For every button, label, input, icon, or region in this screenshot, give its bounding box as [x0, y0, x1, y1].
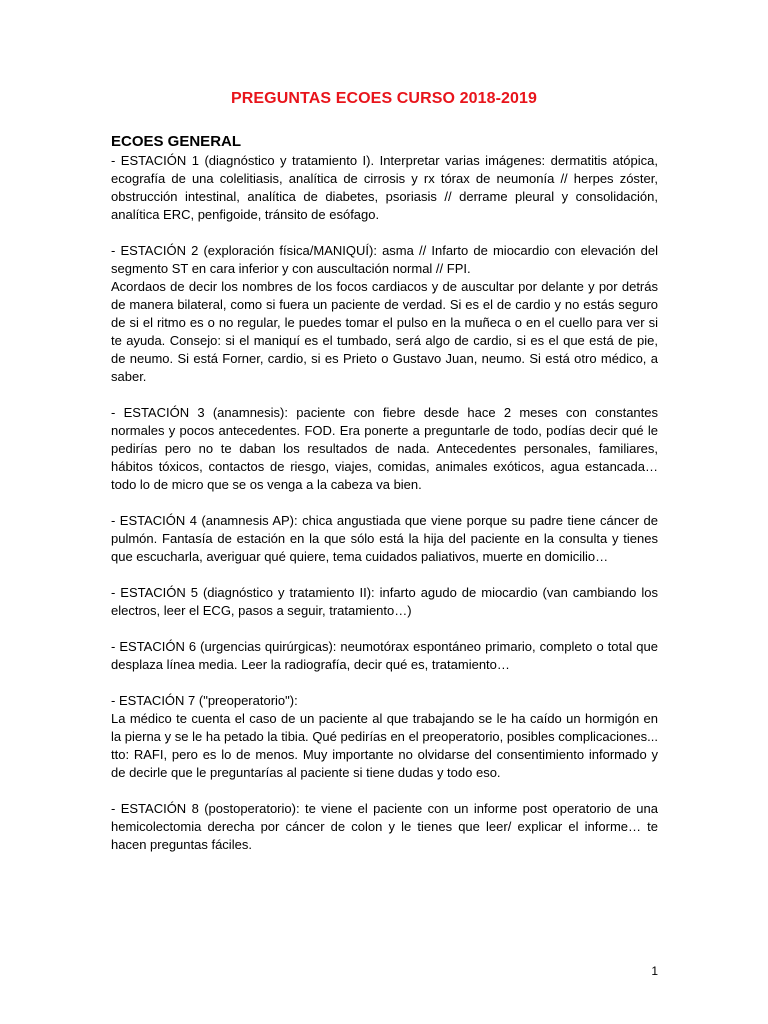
paragraph-estacion-4 [111, 512, 658, 566]
section-heading: ECOES GENERAL [111, 133, 242, 150]
paragraph-line: - ESTACIÓN 4 (anamnesis AP): chica angustiada que viene porque su padre tiene cáncer de pulmón. Fantasía de estación en la que sólo está la hija del paciente en la consulta y tienes que escucharla, averiguar qué quiere, tema cuidados paliativos, muerte en domicilio… [111, 513, 658, 564]
paragraph-line: - ESTACIÓN 5 (diagnóstico y tratamiento II): infarto agudo de miocardio (van cambiando los electros, leer el ECG, pasos a seguir, tratamiento…) [111, 585, 658, 618]
paragraph-estacion-6 [111, 638, 658, 674]
paragraph-line: - ESTACIÓN 1 (diagnóstico y tratamiento I). Interpretar varias imágenes: dermatitis atópica, ecografía de una colelitiasis, analítica de cirrosis y rx tórax de neumonía // herpes zóster, obstrucción intestinal, analítica de diabetes, psoriasis // derrame pleural y consolidación, analítica ERC, penfigoide, tránsito de esófago. [111, 153, 658, 222]
paragraph-estacion-8 [111, 800, 658, 854]
paragraph-line: La médico te cuenta el caso de un paciente al que trabajando se le ha caído un hormigón en la pierna y se le ha petado la tibia. Qué pedirías en el preoperatorio, posibles complicaciones... tto: RAFI, pero es lo de menos. Muy importante no olvidarse del consentimiento informado y de decirle que le preguntarías al paciente si tiene dudas y todo eso. [111, 711, 658, 780]
paragraph-line: - ESTACIÓN 8 (postoperatorio): te viene el paciente con un informe post operatorio de una hemicolectomia derecha por cáncer de colon y le tienes que leer/ explicar el informe… te hacen preguntas fáciles. [111, 801, 658, 852]
page-number: 1 [651, 964, 658, 978]
paragraph-estacion-2 [111, 242, 658, 386]
document-body [111, 132, 658, 872]
paragraph-line: - ESTACIÓN 7 ("preoperatorio"): [111, 693, 298, 708]
paragraph-estacion-7 [111, 692, 658, 782]
paragraph-estacion-3 [111, 404, 658, 494]
paragraph-estacion-1 [111, 152, 658, 224]
paragraph-line: - ESTACIÓN 2 (exploración física/MANIQUÍ): asma // Infarto de miocardio con elevación del segmento ST en cara inferior y con auscultación normal // FPI. [111, 243, 658, 276]
paragraph-estacion-5 [111, 584, 658, 620]
document-title: PREGUNTAS ECOES CURSO 2018-2019 [230, 90, 537, 107]
paragraph-line: - ESTACIÓN 3 (anamnesis): paciente con fiebre desde hace 2 meses con constantes normales y pocos antecedentes. FOD. Era ponerte a preguntarle de todo, podías decir qué le pedirías pero no te daban los resultados de nada. Antecedentes personales, familiares, hábitos tóxicos, contactos de riesgo, viajes, comidas, animales exóticos, agua estancada… todo lo de micro que se os venga a la cabeza va bien. [111, 405, 658, 492]
paragraph-line: - ESTACIÓN 6 (urgencias quirúrgicas): neumotórax espontáneo primario, completo o total que desplaza línea media. Leer la radiografía, decir qué es, tratamiento… [111, 639, 658, 672]
paragraph-line: Acordaos de decir los nombres de los focos cardiacos y de auscultar por delante y por detrás de manera bilateral, como si fuera un paciente de verdad. Si es el de cardio y no estás seguro de si el ritmo es o no regular, le puedes tomar el pulso en la muñeca o en el cuello para ver si te ayuda. Consejo: si el maniquí es el tumbado, será algo de cardio, si es el que está de pie, de neumo. Si está Forner, cardio, si es Prieto o Gustavo Juan, neumo. Si está otro médico, a saber. [111, 279, 658, 384]
